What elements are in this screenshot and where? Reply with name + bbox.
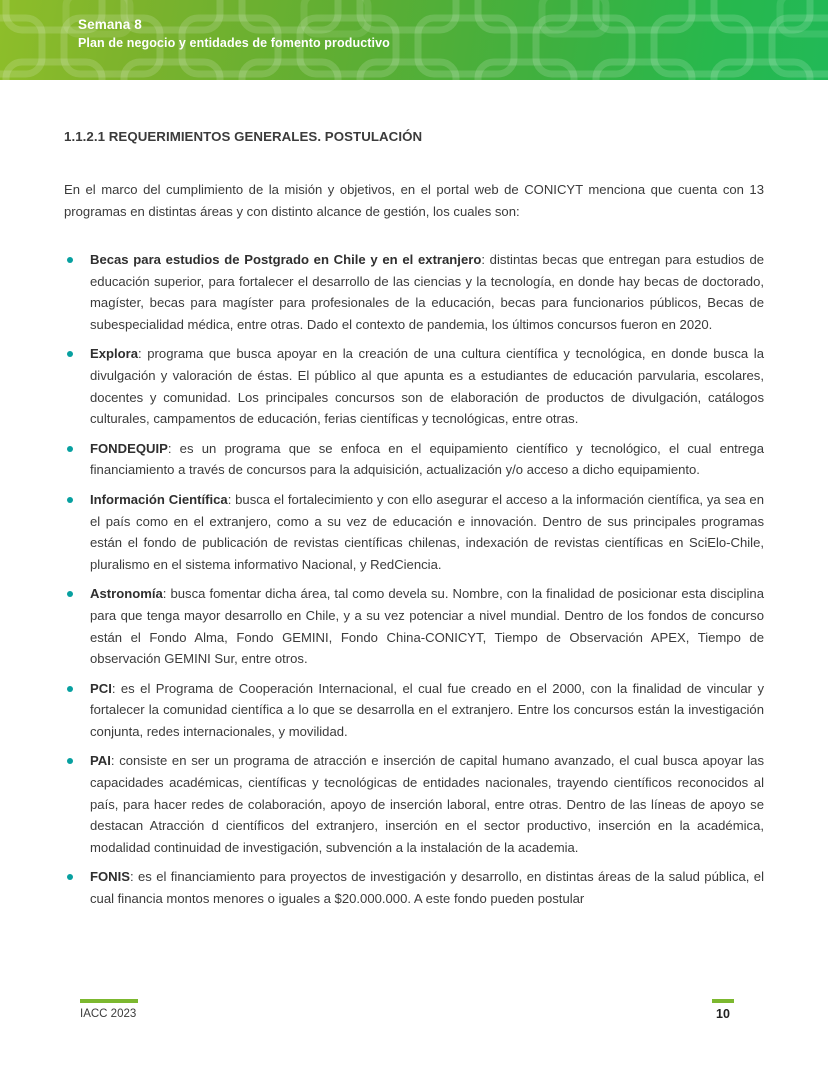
list-item xyxy=(64,583,764,669)
bullet-term: Explora xyxy=(90,346,139,362)
page-number: 10 xyxy=(716,1007,730,1021)
bullet-body: : es un programa que se enfoca en el equipamiento científico y tecnológico, el cual entrega financiamiento a través de concursos para la adquisición, actualización y/o acceso a dicho equipamiento. xyxy=(90,440,764,478)
page-footer xyxy=(0,999,828,1039)
bullet-dot-icon xyxy=(67,874,73,880)
banner-course-subtitle: Plan de negocio y entidades de fomento productivo xyxy=(78,36,390,50)
section-heading: 1.1.2.1 REQUERIMIENTOS GENERALES. POSTULACIÓN xyxy=(64,129,423,144)
list-item xyxy=(64,750,764,858)
bullet-dot-icon xyxy=(67,591,73,597)
bullet-term: FONIS xyxy=(90,869,131,885)
bullet-term: FONDEQUIP xyxy=(90,440,168,456)
bullet-body: : es el financiamiento para proyectos de investigación y desarrollo, en distintas áreas de la salud pública, el cual financia montos menores o iguales a $20.000.000. A este fondo pueden postular xyxy=(90,869,764,907)
programs-bullet-list xyxy=(64,249,764,910)
bullet-dot-icon xyxy=(67,758,73,764)
bullet-body: : distintas becas que entregan para estudios de educación superior, para fortalecer el desarrollo de las ciencias y la tecnología, en donde hay becas de doctorado, magíster, becas para magíster para profesionales de la educación, becas para funcionarios públicos, Becas de subespecialidad médica, entre otras. Dado el contexto de pandemia, los últimos concursos fueron en 2020. xyxy=(90,252,765,332)
bullet-term: Astronomía xyxy=(90,586,163,602)
bullet-term: Información Científica xyxy=(90,491,228,507)
bullet-body: : consiste en ser un programa de atracción e inserción de capital humano avanzado, el cual busca apoyar las capacidades académicas, científicas y tecnológicas de entidades nacionales, trayendo científicos reconocidos al país, para hacer redes de colaboración, apoyo de inserción laboral, entre otras. Dentro de las líneas de apoyo se destacan Atracción d científicos del extranjero, inserción en el sector productivo, inserción en la académica, modalidad continuidad de investigación, subvención a la instalación de la academia. xyxy=(90,753,764,855)
footer-page-number-block xyxy=(712,999,734,1022)
bullet-dot-icon xyxy=(67,257,73,263)
footer-accent-bar-left xyxy=(80,999,138,1003)
bullet-body: : es el Programa de Cooperación Internacional, el cual fue creado en el 2000, con la finalidad de vincular y fortalecer la comunidad científica a lo que se desarrolla en el extranjero. Entre los concursos están la investigación conjunta, redes internacionales, y movilidad. xyxy=(90,680,764,739)
list-item xyxy=(64,438,764,481)
list-item xyxy=(64,678,764,743)
document-page-content xyxy=(0,128,828,910)
footer-accent-bar-right xyxy=(712,999,734,1003)
bullet-dot-icon xyxy=(67,686,73,692)
bullet-dot-icon xyxy=(67,446,73,452)
bullet-body: : programa que busca apoyar en la creación de una cultura científica y tecnológica, en donde busca la divulgación y valoración de éstas. El público al que apunta es a estudiantes de educación parvularia, escolares, docentes y comunidad. Los principales concursos son de elaboración de productos de divulgación, catálogos culturales, campamentos de educación, ferias científicas y tecnológicas, entre otras. xyxy=(90,346,764,427)
footer-institution-block xyxy=(80,999,138,1022)
list-item xyxy=(64,343,764,429)
list-item xyxy=(64,489,764,575)
bullet-dot-icon xyxy=(67,497,73,503)
banner-week-label: Semana 8 xyxy=(78,17,142,32)
bullet-term: PAI xyxy=(90,753,111,769)
bullet-body: : busca el fortalecimiento y con ello asegurar el acceso a la información científica, ya sea en el país como en el extranjero, como a su vez de educación e innovación. Dentro de sus principales programas están el fondo de publicación de revistas científicas chilenas, indexación de revistas científicas en SciElo-Chile, pluralismo en el sistema informativo Nacional, y RedCiencia. xyxy=(90,491,764,572)
footer-institution-label: IACC 2023 xyxy=(80,1008,137,1020)
page-header-banner xyxy=(0,0,828,80)
bullet-body: : busca fomentar dicha área, tal como devela su. Nombre, con la finalidad de posicionar esta disciplina para que tenga mayor desarrollo en Chile, y a su vez potenciar a nivel mundial. Dentro de los fondos de concurso están el Fondo Alma, Fondo GEMINI, Fondo China-CONICYT, Tiempo de Observación APEX, Tiempo de observación GEMINI Sur, entre otros. xyxy=(90,586,764,667)
bullet-dot-icon xyxy=(67,351,73,357)
banner-title-block xyxy=(0,0,828,52)
list-item xyxy=(64,866,764,909)
bullet-term: Becas para estudios de Postgrado en Chile y en el extranjero xyxy=(90,252,482,267)
bullet-term: PCI xyxy=(90,680,112,696)
list-item xyxy=(64,249,764,335)
intro-paragraph: En el marco del cumplimiento de la misión y objetivos, en el portal web de CONICYT menciona que cuenta con 13 programas en distintas áreas y con distinto alcance de gestión, los cuales son: xyxy=(64,182,764,219)
